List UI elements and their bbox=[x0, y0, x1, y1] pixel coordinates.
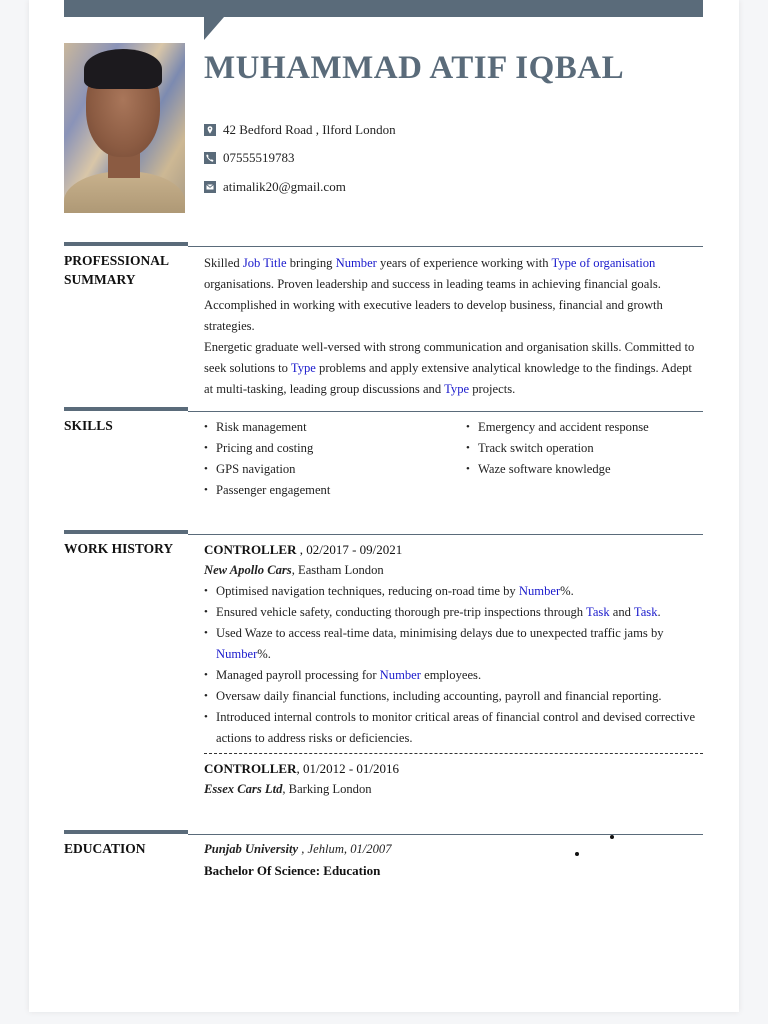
summary-paragraph-1: Skilled Job Title bringing Number years of experience working with Type of organisation organisations. Proven leadership and success in leading teams in achieving financial goals. Accomplished in working with executive leaders to develop business, financial and growth strategies. bbox=[204, 256, 663, 333]
job-title-line: CONTROLLER, 01/2012 - 01/2016 bbox=[204, 761, 400, 776]
duty-item: • Ensured vehicle safety, conducting thorough pre-trip inspections through Task and Task. bbox=[204, 602, 704, 623]
decorative-dot bbox=[575, 852, 579, 856]
skills-section-bar bbox=[64, 407, 188, 411]
skill-item: • Emergency and accident response bbox=[466, 417, 706, 438]
job-title-line: CONTROLLER , 02/2017 - 09/2021 bbox=[204, 542, 403, 557]
skills-list-left bbox=[204, 417, 444, 501]
work-heading: WORK HISTORY bbox=[64, 541, 174, 556]
work-section-line bbox=[188, 534, 703, 535]
decorative-dot bbox=[610, 835, 614, 839]
contact-address: 42 Bedford Road , Ilford London bbox=[204, 122, 396, 138]
summary-section-line bbox=[188, 246, 703, 247]
summary-heading: PROFESSIONAL SUMMARY bbox=[64, 253, 170, 287]
work-section-bar bbox=[64, 530, 188, 534]
education-entry bbox=[204, 839, 704, 881]
contact-email: atimalik20@gmail.com bbox=[204, 179, 346, 195]
skills-section-line bbox=[188, 411, 703, 412]
envelope-icon bbox=[204, 181, 216, 193]
degree-line: Bachelor Of Science: Education bbox=[204, 863, 381, 878]
duty-item: • Used Waze to access real-time data, minimising delays due to unexpected traffic jams by Number%. bbox=[204, 623, 704, 665]
job-entry-2 bbox=[204, 758, 704, 800]
education-section-bar bbox=[64, 830, 188, 834]
skill-item: • GPS navigation bbox=[204, 459, 444, 480]
employer-line: New Apollo Cars, Eastham London bbox=[204, 563, 384, 577]
summary-paragraph-2: Energetic graduate well-versed with strong communication and organisation skills. Committed to seek solutions to Type problems and apply extensive analytical knowledge to the findings. Adept at multi-tasking, leading group discussions and Type projects. bbox=[204, 340, 695, 396]
education-heading: EDUCATION bbox=[64, 841, 146, 856]
header-bar bbox=[64, 0, 703, 17]
job-duties-list bbox=[204, 581, 704, 749]
contact-phone: 07555519783 bbox=[204, 150, 295, 166]
skill-item: • Track switch operation bbox=[466, 438, 706, 459]
skill-item: • Pricing and costing bbox=[204, 438, 444, 459]
skills-list-right bbox=[466, 417, 706, 480]
profile-photo bbox=[64, 43, 185, 213]
phone-icon bbox=[204, 152, 216, 164]
summary-text bbox=[204, 253, 704, 400]
skill-item: • Passenger engagement bbox=[204, 480, 444, 501]
duty-item: • Oversaw daily financial functions, including accounting, payroll and financial reporting. bbox=[204, 686, 704, 707]
job-entry-1 bbox=[204, 539, 704, 749]
skill-item: • Risk management bbox=[204, 417, 444, 438]
duty-item: • Introduced internal controls to monitor critical areas of financial control and devised corrective actions to address risks or deficiencies. bbox=[204, 707, 704, 749]
school-line: Punjab University , Jehlum, 01/2007 bbox=[204, 842, 392, 856]
candidate-name: MUHAMMAD ATIF IQBAL bbox=[204, 50, 625, 86]
summary-section-bar bbox=[64, 242, 188, 246]
duty-item: • Managed payroll processing for Number employees. bbox=[204, 665, 704, 686]
job-separator bbox=[204, 753, 703, 754]
employer-line: Essex Cars Ltd, Barking London bbox=[204, 782, 372, 796]
education-section-line bbox=[188, 834, 703, 835]
skills-heading: SKILLS bbox=[64, 418, 113, 433]
header-notch bbox=[204, 17, 224, 40]
duty-item: • Optimised navigation techniques, reducing on-road time by Number%. bbox=[204, 581, 704, 602]
location-pin-icon bbox=[204, 124, 216, 136]
skill-item: • Waze software knowledge bbox=[466, 459, 706, 480]
